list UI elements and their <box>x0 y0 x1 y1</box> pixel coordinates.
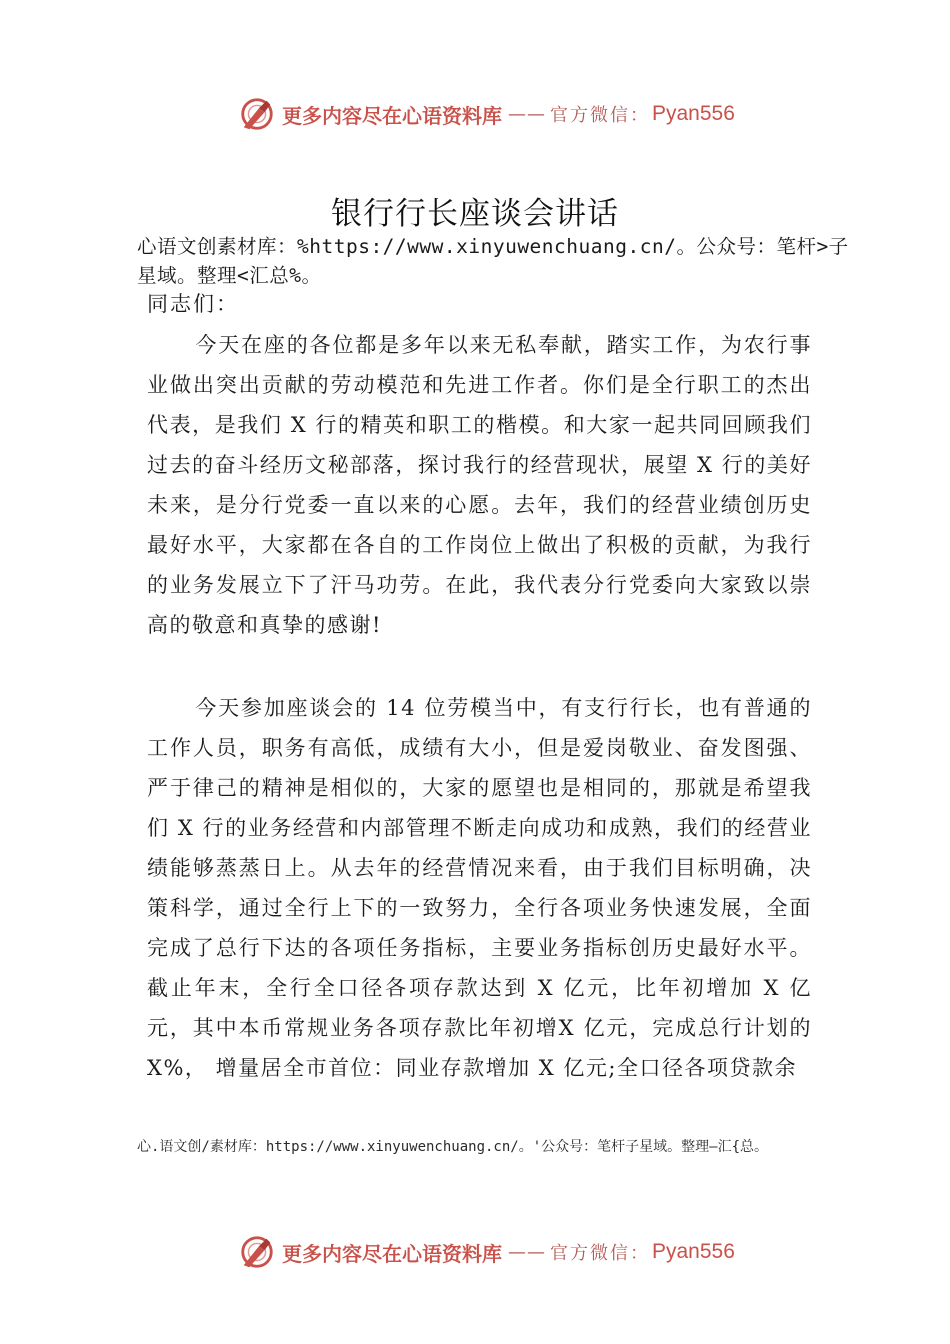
pen-nib-circle-icon <box>238 1233 276 1271</box>
paragraph <box>147 325 812 645</box>
banner-separator: —— <box>508 103 546 125</box>
banner-wechat-label: 官方微信： <box>550 1243 650 1264</box>
banner-wechat-id: Pyan556 <box>652 102 735 125</box>
banner-brand-text: 更多内容尽在心语资料库 <box>282 1241 502 1266</box>
source-note: 心语文创素材库：%https://www.xinyuwenchuang.cn/。公众号：笔杆>子星域。整理<汇总%。 <box>137 235 849 287</box>
paragraph-text: 今天参加座谈会的 14 位劳模当中，有支行行长，也有普通的工作人员，职务有高低，成绩有大小，但是爱岗敬业、奋发图强、严于律己的精神是相似的，大家的愿望也是相同的，那就是希望我们 X 行的业务经营和内部管理不断走向成功和成熟，我们的经营业绩能够蒸蒸日上。从去年的经营情况来看，由于我们目标明确，决策科学，通过全行上下的一致努力，全行各项业务快速发展，全面完成了总行下达的各项任务指标，主要业务指标创历史最好水平。截止年末，全行全口径各项存款达到 X 亿元，比年初增加 X 亿元，其中本币常规业务各项存款比年初增X 亿元，完成总行计划的 X%， 增量居全市首位：同业存款增加 X 亿元;全口径各项贷款余 <box>147 696 812 1080</box>
banner-brand-text: 更多内容尽在心语资料库 <box>282 103 502 128</box>
footer-note: 心.语文创/素材库：https://www.xinyuwenchuang.cn/。'公众号：笔杆子星域。整理—汇{总。 <box>137 1139 769 1155</box>
document-title: 银行行长座谈会讲话 <box>331 196 619 232</box>
pen-nib-circle-icon <box>238 95 276 133</box>
greeting: 同志们： <box>147 292 239 316</box>
banner-wechat-label: 官方微信： <box>550 105 650 126</box>
footer-banner <box>238 1232 735 1272</box>
header-banner <box>238 94 735 134</box>
paragraph-text: 今天在座的各位都是多年以来无私奉献，踏实工作，为农行事业做出突出贡献的劳动模范和先进工作者。你们是全行职工的杰出代表，是我们 X 行的精英和职工的楷模。和大家一起共同回顾我们过去的奋斗经历文秘部落，探讨我行的经营现状，展望 X 行的美好未来，是分行党委一直以来的心愿。去年，我们的经营业绩创历史最好水平，大家都在各自的工作岗位上做出了积极的贡献，为我行的业务发展立下了汗马功劳。在此，我代表分行党委向大家致以崇高的敬意和真挚的感谢! <box>147 333 812 637</box>
paragraph <box>147 688 812 1088</box>
banner-wechat-id: Pyan556 <box>652 1240 735 1263</box>
banner-separator: —— <box>508 1241 546 1263</box>
